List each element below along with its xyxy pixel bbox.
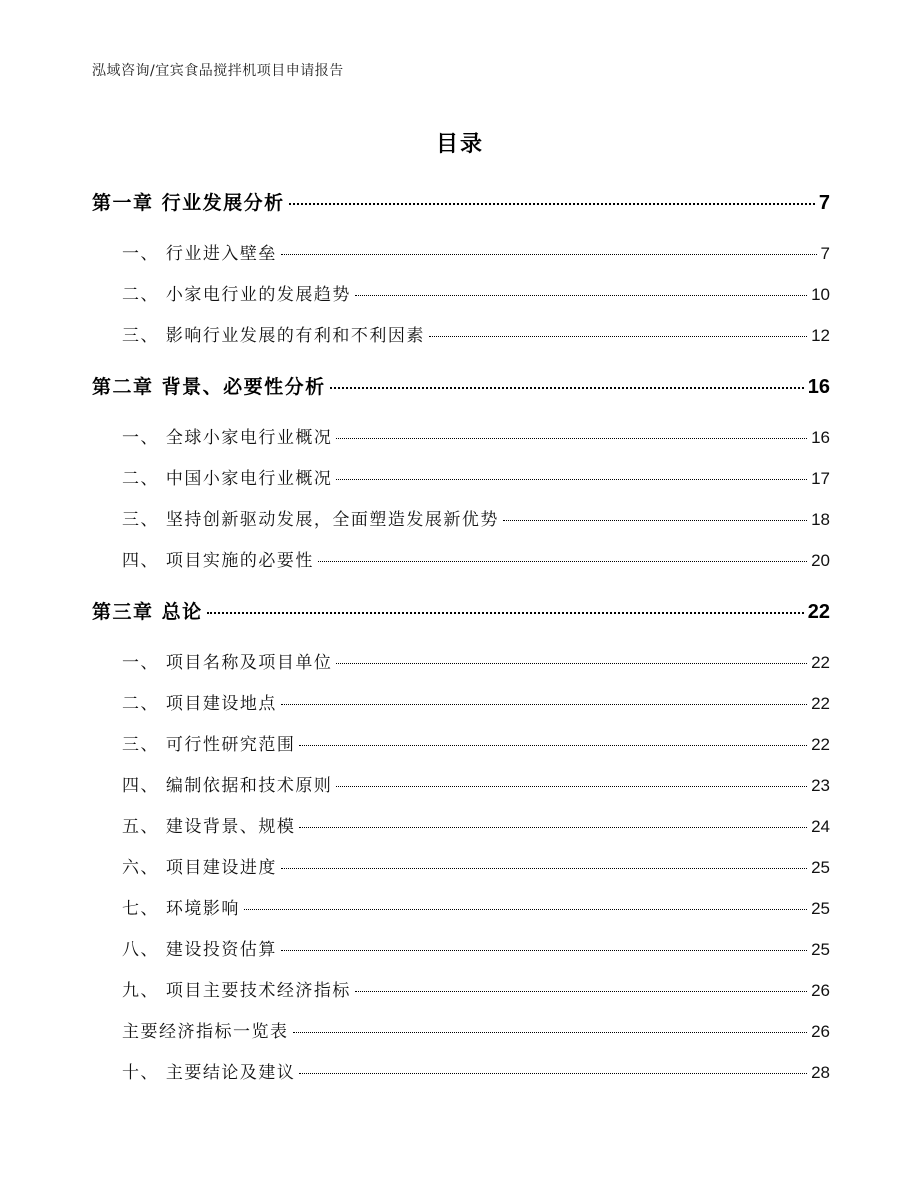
toc-entry-label: 一、 全球小家电行业概况 <box>122 428 333 448</box>
toc-section-entry[interactable] <box>92 464 830 489</box>
dot-leader <box>281 868 807 869</box>
dot-leader <box>281 950 807 951</box>
dot-leader <box>336 479 807 480</box>
toc-page-number: 16 <box>811 428 830 447</box>
dot-leader <box>299 827 807 828</box>
toc-section-entry[interactable] <box>92 894 830 919</box>
toc-entry-label: 八、 建设投资估算 <box>122 940 277 960</box>
toc-entry-label: 一、 项目名称及项目单位 <box>122 653 333 673</box>
toc-entry-label: 四、 项目实施的必要性 <box>122 551 314 571</box>
toc-page-number: 23 <box>811 776 830 795</box>
toc-section-entry[interactable] <box>92 546 830 571</box>
toc-entry-label: 第二章 背景、必要性分析 <box>92 376 326 398</box>
dot-leader <box>336 786 807 787</box>
toc-section-entry[interactable] <box>92 505 830 530</box>
toc-page-number: 26 <box>811 1022 830 1041</box>
dot-leader <box>336 438 807 439</box>
toc-page-number: 22 <box>811 735 830 754</box>
toc-page-number: 22 <box>811 694 830 713</box>
dot-leader <box>355 295 807 296</box>
toc-page-number: 26 <box>811 981 830 1000</box>
toc-entry-label: 第三章 总论 <box>92 601 203 623</box>
toc-entry-label: 二、 小家电行业的发展趋势 <box>122 285 351 305</box>
toc-page-number: 20 <box>811 551 830 570</box>
toc-page-number: 7 <box>820 244 830 263</box>
toc-entry-label: 四、 编制依据和技术原则 <box>122 776 333 796</box>
toc-section-entry[interactable] <box>92 1058 830 1083</box>
toc-page-number: 16 <box>807 376 830 398</box>
toc-page-number: 24 <box>811 817 830 836</box>
header-divider <box>92 86 828 87</box>
toc-page-number: 22 <box>811 653 830 672</box>
toc-section-entry[interactable] <box>92 280 830 305</box>
toc-entry-label: 主要经济指标一览表 <box>122 1022 289 1042</box>
toc-page-number: 18 <box>811 510 830 529</box>
dot-leader <box>336 663 807 664</box>
toc-page-number: 17 <box>811 469 830 488</box>
toc-entry-label: 三、 影响行业发展的有利和不利因素 <box>122 326 425 346</box>
running-header: 泓域咨询/宜宾食品搅拌机项目申请报告 <box>92 63 344 79</box>
toc-entry-label: 第一章 行业发展分析 <box>92 192 285 214</box>
toc-page-number: 25 <box>811 940 830 959</box>
dot-leader <box>281 704 807 705</box>
dot-leader <box>330 387 804 389</box>
toc-page-number: 22 <box>807 601 830 623</box>
toc-entry-label: 三、 坚持创新驱动发展，全面塑造发展新优势 <box>122 510 499 530</box>
toc-section-entry[interactable] <box>92 423 830 448</box>
toc-section-entry[interactable] <box>92 976 830 1001</box>
toc-section-entry[interactable] <box>92 689 830 714</box>
toc-page-number: 7 <box>818 192 830 214</box>
toc-section-entry[interactable] <box>92 771 830 796</box>
toc-page-number: 25 <box>811 858 830 877</box>
dot-leader <box>207 612 804 614</box>
toc-section-entry[interactable] <box>92 935 830 960</box>
toc-chapter-entry[interactable] <box>92 188 830 215</box>
toc-entry-label: 九、 项目主要技术经济指标 <box>122 981 351 1001</box>
toc-page-number: 12 <box>811 326 830 345</box>
toc-title: 目录 <box>435 132 484 157</box>
dot-leader <box>244 909 807 910</box>
toc-entry-label: 七、 环境影响 <box>122 899 240 919</box>
toc-entry-label: 二、 中国小家电行业概况 <box>122 469 333 489</box>
toc-entry-label: 六、 项目建设进度 <box>122 858 277 878</box>
toc-entry-label: 三、 可行性研究范围 <box>122 735 296 755</box>
dot-leader <box>429 336 807 337</box>
dot-leader <box>503 520 807 521</box>
toc-entry-label: 五、 建设背景、规模 <box>122 817 296 837</box>
toc-page-number: 28 <box>811 1063 830 1082</box>
dot-leader <box>355 991 807 992</box>
dot-leader <box>293 1032 808 1033</box>
toc-section-entry[interactable] <box>92 812 830 837</box>
toc-section-entry[interactable] <box>92 648 830 673</box>
toc-chapter-entry[interactable] <box>92 372 830 399</box>
dot-leader <box>289 203 815 205</box>
dot-leader <box>281 254 817 255</box>
toc-section-entry[interactable] <box>92 730 830 755</box>
toc-section-entry[interactable] <box>92 239 830 264</box>
toc-entry-label: 十、 主要结论及建议 <box>122 1063 296 1083</box>
toc-section-entry[interactable] <box>92 1017 830 1042</box>
dot-leader <box>299 745 807 746</box>
dot-leader <box>318 561 807 562</box>
toc-page-number: 25 <box>811 899 830 918</box>
toc-section-entry[interactable] <box>92 853 830 878</box>
toc-entry-label: 一、 行业进入壁垒 <box>122 244 277 264</box>
dot-leader <box>299 1073 807 1074</box>
toc-chapter-entry[interactable] <box>92 597 830 624</box>
toc-page-number: 10 <box>811 285 830 304</box>
toc-section-entry[interactable] <box>92 321 830 346</box>
toc-entry-label: 二、 项目建设地点 <box>122 694 277 714</box>
